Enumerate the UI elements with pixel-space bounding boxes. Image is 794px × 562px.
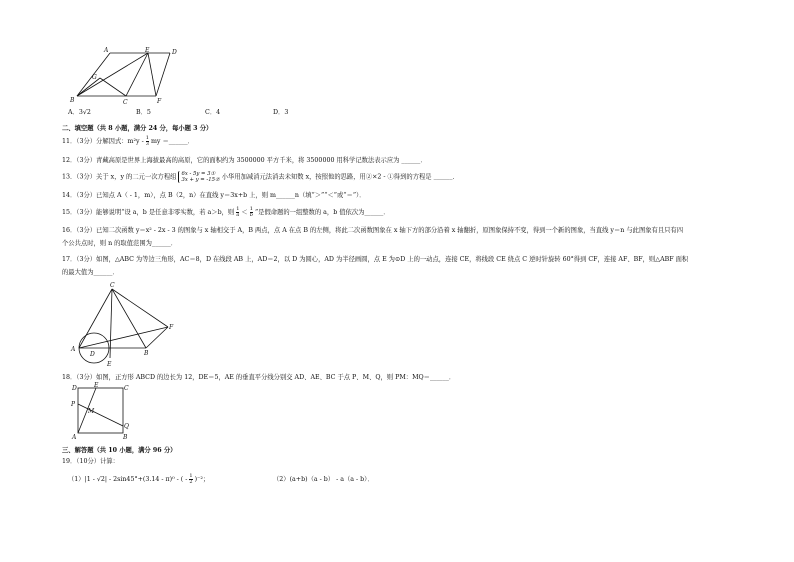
- question-13: [62, 171, 459, 183]
- q17-figure: [68, 280, 184, 368]
- section-2-heading: 二、填空题（共 8 小题，满分 24 分，每小题 3 分）: [62, 125, 213, 132]
- fig17-label-c: C: [110, 282, 115, 289]
- q10-option-c: C．4: [205, 109, 221, 116]
- fig18-label-a: A: [72, 434, 77, 441]
- fig1-label-f: F: [157, 98, 162, 105]
- q15-text-pre: 15．（3分）能够说明“设 a，b 是任意非零实数，若 a＞b，则: [62, 209, 235, 216]
- question-18: 18．（3分）如图，正方形 ABCD 的边长为 12，DE＝5，AE 的垂直平分线分别交 AD、AE、BC 于点 P、M、Q，则 PM：MQ＝______．: [62, 374, 456, 381]
- fig17-label-f: F: [169, 324, 174, 331]
- q13-eq1: 6x - 5y = 3①: [181, 171, 216, 177]
- q13-text-post: 小华用加减消元法消去未知数 x，按照他的思路，用②×2 - ①得到的方程是 ______．: [221, 173, 459, 181]
- fig18-label-q: Q: [124, 423, 129, 430]
- question-15: [62, 207, 390, 218]
- fig17-label-a: A: [71, 346, 76, 353]
- q11-text-pre: 11．（3分）分解因式：m²y -: [62, 138, 144, 145]
- fig18-label-b: B: [123, 434, 128, 441]
- fig1-label-b: B: [70, 97, 75, 104]
- q15-frac-a: [236, 207, 239, 218]
- q15-frac-b: [250, 207, 253, 218]
- fig1-label-d: D: [172, 49, 177, 56]
- fig1-label-c: C: [123, 99, 128, 106]
- section-3-heading: 三、解答题（共 10 小题，满分 96 分）: [62, 447, 177, 454]
- fig18-label-d: D: [72, 385, 77, 392]
- q15-text-post: ”是假命题的一组整数的 a，b 值依次为______．: [254, 209, 390, 216]
- question-16-line-1: 16．（3分）已知二次函数 y＝x² - 2x - 3 的图象与 x 轴相交于 A，B 两点，点 A 在点 B 的左侧，将此二次函数图象在 x 轴下方的部分沿着 x 轴翻折，原图象保持不变，得到一个新的图象，当直线 y＝n 与此图象有且只有四: [62, 227, 684, 234]
- q10-figure: [68, 46, 188, 108]
- q18-figure: [68, 384, 128, 440]
- q15-frac-b-num: 1: [249, 206, 253, 212]
- question-17-line-1: 17．（3分）如图，△ABC 为等边三角形，AC＝8，D 在线段 AB 上，AD＝2，以 D 为圆心，AD 为半径画圆，点 E 为⊙D 上的一动点，连接 CE，将线段 CE 绕点 C 逆时针旋转 60°得到 CF，连接 AF、BF，则△ABF 面积: [62, 256, 689, 263]
- question-11: [62, 136, 194, 147]
- fig18-label-p: P: [71, 401, 76, 408]
- fig17-label-d: D: [90, 351, 95, 358]
- fig1-label-a: A: [104, 47, 109, 54]
- q19-1-text-post: )⁻²；: [194, 476, 210, 483]
- question-19-part-2: （2）(a+b)（a - b） - a（a - b）．: [273, 476, 374, 483]
- question-16-line-2: 个公共点时，则 n 的取值范围为______．: [62, 240, 178, 247]
- q19-1-frac-num: 1: [189, 473, 193, 479]
- q13-text-pre: 13．（3分）关于 x，y 的二元一次方程组: [62, 173, 177, 181]
- question-19: 19．（10分）计算：: [62, 458, 119, 465]
- q19-1-fraction: [189, 474, 192, 485]
- question-14: 14．（3分）已知点 A（ - 1，m），点 B（2，n）在直线 y＝3x+b 上，则 m______n（填“＞”“＜”或“＝”）．: [62, 192, 366, 199]
- q11-fraction: [146, 136, 149, 147]
- question-12: 12．（3分）青藏高原是世界上海拔最高的高原，它的面积约为 3500000 平方千米，将 3500000 用科学记数法表示应为 ______．: [62, 157, 427, 164]
- q13-equation-system: [178, 171, 219, 183]
- q19-1-frac-den: 2: [189, 479, 193, 485]
- q13-eq2: 3x + y = -15②: [181, 177, 220, 183]
- q10-option-b: B．5: [136, 109, 151, 116]
- fig1-label-e: E: [145, 47, 150, 54]
- question-19-part-1: [68, 474, 209, 485]
- q10-option-d: D．3: [273, 109, 289, 116]
- q11-frac-num: 1: [145, 135, 149, 141]
- q15-frac-a-den: a: [236, 212, 240, 218]
- fig18-label-c: C: [124, 385, 129, 392]
- question-17-line-2: 的最大值为______．: [62, 269, 119, 276]
- fig17-label-b: B: [144, 350, 149, 357]
- q11-frac-den: 3: [145, 141, 149, 147]
- q15-frac-b-den: b: [249, 212, 253, 218]
- q15-less-than: ＜: [241, 209, 248, 216]
- fig18-label-m: M: [88, 408, 95, 415]
- q11-text-post: my ＝______．: [150, 138, 194, 145]
- q10-option-a: A．3√2: [68, 109, 91, 116]
- q15-frac-a-num: 1: [236, 206, 240, 212]
- fig1-label-g: G: [92, 74, 97, 81]
- q19-1-minus: -: [185, 476, 188, 483]
- fig17-label-e: E: [107, 361, 112, 368]
- q19-1-text-pre: （1）|1 - √2| - 2sin45°+(3.14 - π)⁰ - (: [68, 476, 184, 483]
- fig18-label-e: E: [94, 382, 99, 389]
